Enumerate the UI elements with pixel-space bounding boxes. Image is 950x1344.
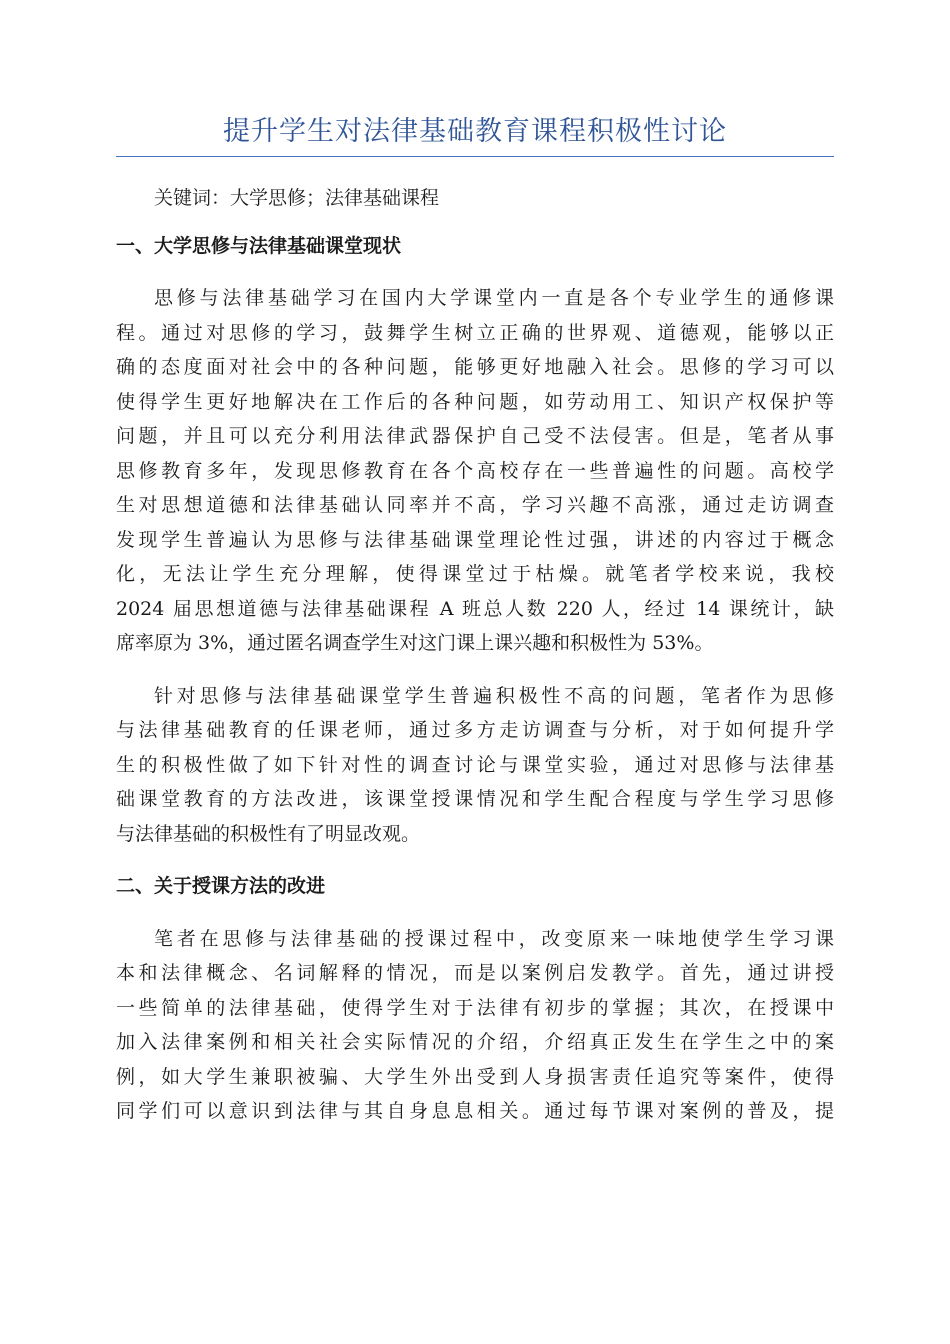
text-line: 生对思想道德和法律基础认同率并不高，学习兴趣不高涨，通过走访调查 [116, 494, 834, 516]
text-line: 程。通过对思修的学习，鼓舞学生树立正确的世界观、道德观，能够以正 [116, 321, 834, 344]
section-heading-2: 二、关于授课方法的改进 [116, 875, 326, 897]
paragraph [116, 679, 834, 852]
text-line: 思修教育多年，发现思修教育在各个高校存在一些普遍性的问题。高校学 [116, 459, 834, 482]
text-line: 加入法律案例和相关社会实际情况的介绍，介绍真正发生在学生之中的案 [116, 1031, 834, 1053]
paragraph [116, 281, 834, 661]
document-title: 提升学生对法律基础教育课程积极性讨论 [223, 116, 727, 147]
text-line: 同学们可以意识到法律与其自身息息相关。通过每节课对案例的普及，提 [116, 1100, 834, 1122]
paragraph [116, 922, 834, 1129]
text-line: 使得学生更好地解决在工作后的各种问题，如劳动用工、知识产权保护等 [116, 390, 834, 413]
text-line: 生的积极性做了如下针对性的调查讨论与课堂实验，通过对思修与法律基 [116, 753, 834, 776]
text-line: 问题，并且可以充分利用法律武器保护自己受不法侵害。但是，笔者从事 [116, 425, 834, 447]
text-line: 发现学生普遍认为思修与法律基础课堂理论性过强，讲述的内容过于概念 [116, 528, 834, 551]
text-line: 席率原为 3%，通过匿名调查学生对这门课上课兴趣和积极性为 53%。 [116, 632, 714, 654]
text-line: 针对思修与法律基础课堂学生普遍积极性不高的问题，笔者作为思修 [154, 684, 834, 707]
title-underline [116, 156, 834, 157]
text-line: 2024 届思想道德与法律基础课程 A 班总人数 220 人，经过 14 课统计，缺 [116, 597, 834, 620]
text-line: 化，无法让学生充分理解，使得课堂过于枯燥。就笔者学校来说，我校 [116, 563, 834, 585]
text-line: 一些简单的法律基础，使得学生对于法律有初步的掌握；其次，在授课中 [116, 996, 834, 1019]
text-line: 例，如大学生兼职被骗、大学生外出受到人身损害责任追究等案件，使得 [116, 1065, 834, 1088]
text-line: 笔者在思修与法律基础的授课过程中，改变原来一味地使学生学习课 [154, 927, 834, 950]
text-line: 本和法律概念、名词解释的情况，而是以案例启发教学。首先，通过讲授 [116, 962, 834, 984]
keywords-line: 关键词：大学思修；法律基础课程 [154, 187, 440, 209]
text-line: 础课堂教育的方法改进，该课堂授课情况和学生配合程度与学生学习思修 [116, 788, 834, 810]
text-line: 思修与法律基础学习在国内大学课堂内一直是各个专业学生的通修课 [154, 287, 834, 309]
document-page [116, 108, 834, 1147]
text-line: 与法律基础教育的任课老师，通过多方走访调查与分析，对于如何提升学 [116, 719, 834, 741]
section-heading-1: 一、大学思修与法律基础课堂现状 [116, 234, 402, 257]
text-line: 确的态度面对社会中的各种问题，能够更好地融入社会。思修的学习可以 [116, 356, 834, 378]
text-line: 与法律基础的积极性有了明显改观。 [116, 822, 421, 845]
